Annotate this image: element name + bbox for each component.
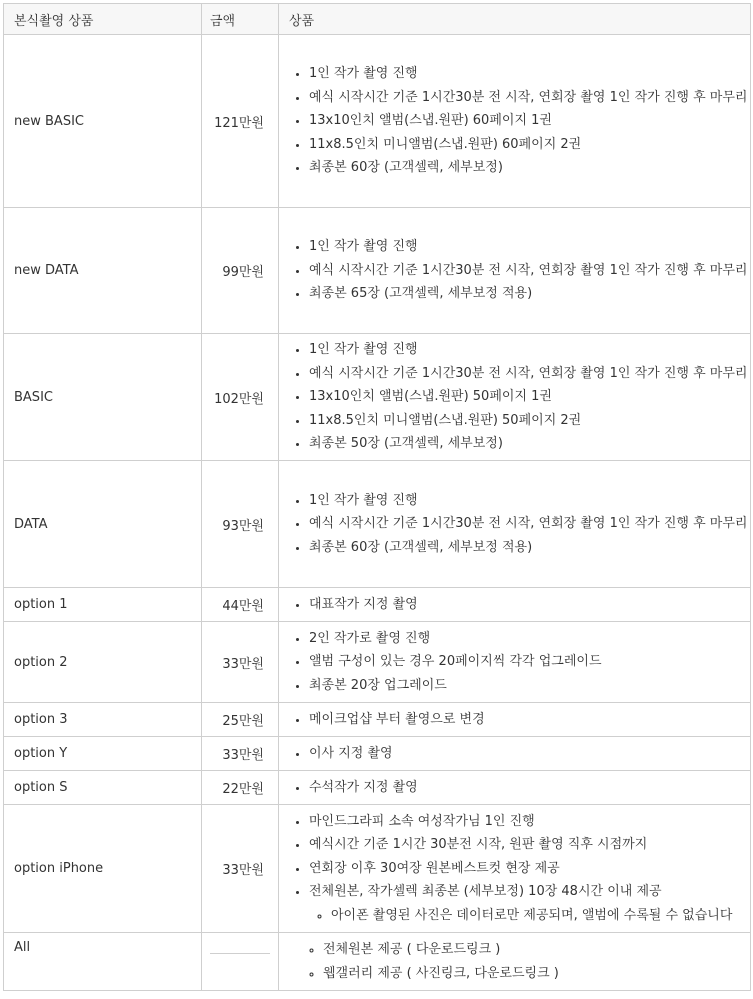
list-item: • 최종본 60장 (고객셀렉, 세부보정) [309,156,750,180]
list-item: • 대표작가 지정 촬영 [309,593,750,617]
list-item: ◦ 웹갤러리 제공 ( 사진링크, 다운로드링크 ) [323,962,750,986]
list-item: • 최종본 50장 (고객셀렉, 세부보정) [309,432,750,456]
list-item: • 예식 시작시간 기준 1시간30분 전 시작, 연회장 촬영 1인 작가 진행 후 마무리 [309,86,750,110]
product-price: 33만원 [202,737,279,771]
table-row [4,461,751,588]
list-item: • 메이크업샵 부터 촬영으로 변경 [309,708,750,732]
product-name: option S [4,771,202,805]
product-name: option Y [4,737,202,771]
table-header-row [4,4,751,35]
product-items [279,208,751,334]
table-row [4,588,751,622]
list-item: • 이사 지정 촬영 [309,742,750,766]
list-item [309,880,750,927]
table-row [4,737,751,771]
product-items [279,771,751,805]
product-name: new BASIC [4,35,202,208]
product-price: 93만원 [202,461,279,588]
product-items [279,703,751,737]
product-price [202,933,279,991]
list-item: • 마인드그라피 소속 여성작가님 1인 진행 [309,810,750,834]
table-row [4,334,751,461]
list-item: • 앨범 구성이 있는 경우 20페이지씩 각각 업그레이드 [309,650,750,674]
list-item: • 예식 시작시간 기준 1시간30분 전 시작, 연회장 촬영 1인 작가 진행 후 마무리 [309,362,750,386]
product-name: All [4,933,202,991]
product-items [279,737,751,771]
product-price: 102만원 [202,334,279,461]
header-name: 본식촬영 상품 [4,4,202,35]
table-row [4,622,751,703]
list-item: • 1인 작가 촬영 진행 [309,489,750,513]
list-item: • 13x10인치 앨범(스냅.원판) 60페이지 1권 [309,109,750,133]
product-price: 121만원 [202,35,279,208]
table-row [4,208,751,334]
list-item: • 최종본 20장 업그레이드 [309,674,750,698]
table-row [4,35,751,208]
product-name: option 2 [4,622,202,703]
product-name: new DATA [4,208,202,334]
list-item: • 수석작가 지정 촬영 [309,776,750,800]
table-row [4,771,751,805]
product-table [3,3,751,991]
list-item: • 1인 작가 촬영 진행 [309,338,750,362]
product-items [279,588,751,622]
product-items [279,622,751,703]
list-item: • 1인 작가 촬영 진행 [309,235,750,259]
product-name: DATA [4,461,202,588]
list-item: • 13x10인치 앨범(스냅.원판) 50페이지 1권 [309,385,750,409]
list-item: • 최종본 60장 (고객셀렉, 세부보정 적용) [309,536,750,560]
list-item: ◦ 전체원본 제공 ( 다운로드링크 ) [323,938,750,962]
empty-price-line [210,953,270,954]
product-items [279,805,751,933]
product-name: option iPhone [4,805,202,933]
header-price: 금액 [202,4,279,35]
product-items [279,933,751,991]
product-items [279,461,751,588]
product-name: BASIC [4,334,202,461]
product-price: 33만원 [202,805,279,933]
list-item: • 예식시간 기준 1시간 30분전 시작, 원판 촬영 직후 시점까지 [309,833,750,857]
list-item: • 예식 시작시간 기준 1시간30분 전 시작, 연회장 촬영 1인 작가 진행 후 마무리 [309,259,750,283]
product-items [279,35,751,208]
list-item: • 1인 작가 촬영 진행 [309,62,750,86]
list-item: • 11x8.5인치 미니앨범(스냅.원판) 60페이지 2권 [309,133,750,157]
product-price: 33만원 [202,622,279,703]
table-row [4,805,751,933]
product-price: 22만원 [202,771,279,805]
sub-list-item: ◦ 아이폰 촬영된 사진은 데이터로만 제공되며, 앨범에 수록될 수 없습니다 [331,904,750,928]
product-price: 44만원 [202,588,279,622]
header-items: 상품 [279,4,751,35]
list-item-text: 전체원본, 작가셀렉 최종본 (세부보정) 10장 48시간 이내 제공 [309,884,662,900]
table-row [4,703,751,737]
table-row [4,933,751,991]
list-item: • 11x8.5인치 미니앨범(스냅.원판) 50페이지 2권 [309,409,750,433]
product-items [279,334,751,461]
product-price: 25만원 [202,703,279,737]
list-item: • 연회장 이후 30여장 원본베스트컷 현장 제공 [309,857,750,881]
product-name: option 3 [4,703,202,737]
product-name: option 1 [4,588,202,622]
list-item: • 예식 시작시간 기준 1시간30분 전 시작, 연회장 촬영 1인 작가 진행 후 마무리 [309,512,750,536]
product-price: 99만원 [202,208,279,334]
list-item: • 2인 작가로 촬영 진행 [309,627,750,651]
list-item: • 최종본 65장 (고객셀렉, 세부보정 적용) [309,282,750,306]
